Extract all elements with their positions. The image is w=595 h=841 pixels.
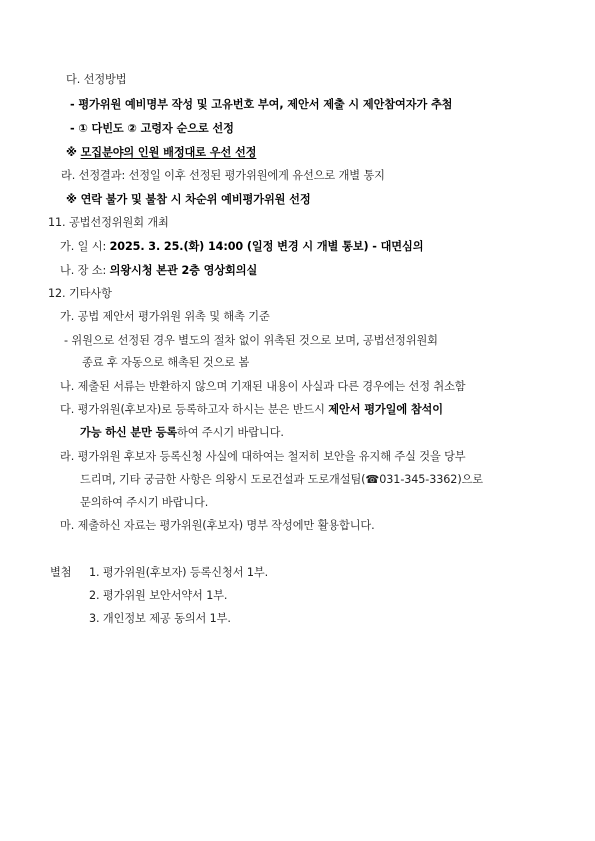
da-emphasis-1: 제안서 평가일에 참석이 (328, 403, 443, 416)
result-note: ※ 연락 불가 및 불참 시 차순위 예비평가위원 선정 (66, 193, 311, 206)
location-value: 의왕시청 본관 2층 영상회의실 (109, 264, 258, 277)
selection-method-line-1: - 평가위원 예비명부 작성 및 고유번호 부여, 제안서 제출 시 제안참여자가 추첨 (70, 98, 453, 111)
section-12-heading: 12. 기타사항 (48, 287, 112, 300)
location-label: 나. 장 소: (60, 264, 110, 277)
datetime-value: 2025. 3. 25.(화) 14:00 (일정 변경 시 개별 통보) - 대면심의 (109, 240, 424, 253)
note-mark: ※ (66, 146, 81, 159)
selection-method-line-2: - ① 다빈도 ② 고령자 순으로 선정 (70, 122, 234, 135)
section-11-location (60, 264, 257, 278)
attachment-item-2: 2. 평가위원 보안서약서 1부. (89, 589, 228, 602)
note-underlined-text: 모집분야의 인원 배정대로 우선 선정 (80, 146, 257, 159)
section-12-item-ra-line-1: 라. 평가위원 후보자 등록신청 사실에 대하여는 철저히 보안을 유지해 주실 것을 당부 (60, 450, 466, 463)
datetime-label: 가. 일 시: (60, 240, 110, 253)
section-11-heading: 11. 공법선정위원회 개최 (48, 216, 169, 229)
section-12-item-na: 나. 제출된 서류는 반환하지 않으며 기재된 내용이 사실과 다른 경우에는 선정 취소함 (60, 380, 466, 393)
da-emphasis-2: 가능 하신 분만 등록 (80, 426, 178, 439)
da-text: 다. 평가위원(후보자)로 등록하고자 하시는 분은 반드시 (60, 403, 329, 416)
section-12-item-ra-line-2: 드리며, 기타 궁금한 사항은 의왕시 도로건설과 도로개설팀(☎031-345-3362)으로 (80, 473, 483, 486)
section-12-item-ra-line-3: 문의하여 주시기 바랍니다. (80, 496, 209, 509)
section-12-item-da-line-1 (60, 403, 443, 417)
section-ra-selection-result: 라. 선정결과: 선정일 이후 선정된 평가위원에게 유선으로 개별 통지 (61, 169, 385, 182)
attachment-label: 별첨 (50, 566, 72, 579)
section-12-ga-detail-2: 종료 후 자동으로 해촉된 것으로 봄 (82, 356, 250, 369)
da-text-end: 하여 주시기 바랍니다. (177, 426, 284, 439)
section-12-item-ga: 가. 공법 제안서 평가위원 위촉 및 해촉 기준 (60, 310, 270, 323)
section-11-datetime (60, 240, 423, 254)
attachment-item-1: 1. 평가위원(후보자) 등록신청서 1부. (89, 566, 269, 579)
section-12-item-ma: 마. 제출하신 자료는 평가위원(후보자) 명부 작성에만 활용합니다. (60, 519, 375, 532)
attachment-item-3: 3. 개인정보 제공 동의서 1부. (89, 612, 231, 625)
section-12-ga-detail-1: - 위원으로 선정된 경우 별도의 절차 없이 위촉된 것으로 보며, 공법선정위원회 (64, 334, 438, 347)
selection-note (66, 146, 256, 160)
section-da-selection-method: 다. 선정방법 (66, 73, 127, 86)
section-12-item-da-line-2 (80, 426, 284, 440)
